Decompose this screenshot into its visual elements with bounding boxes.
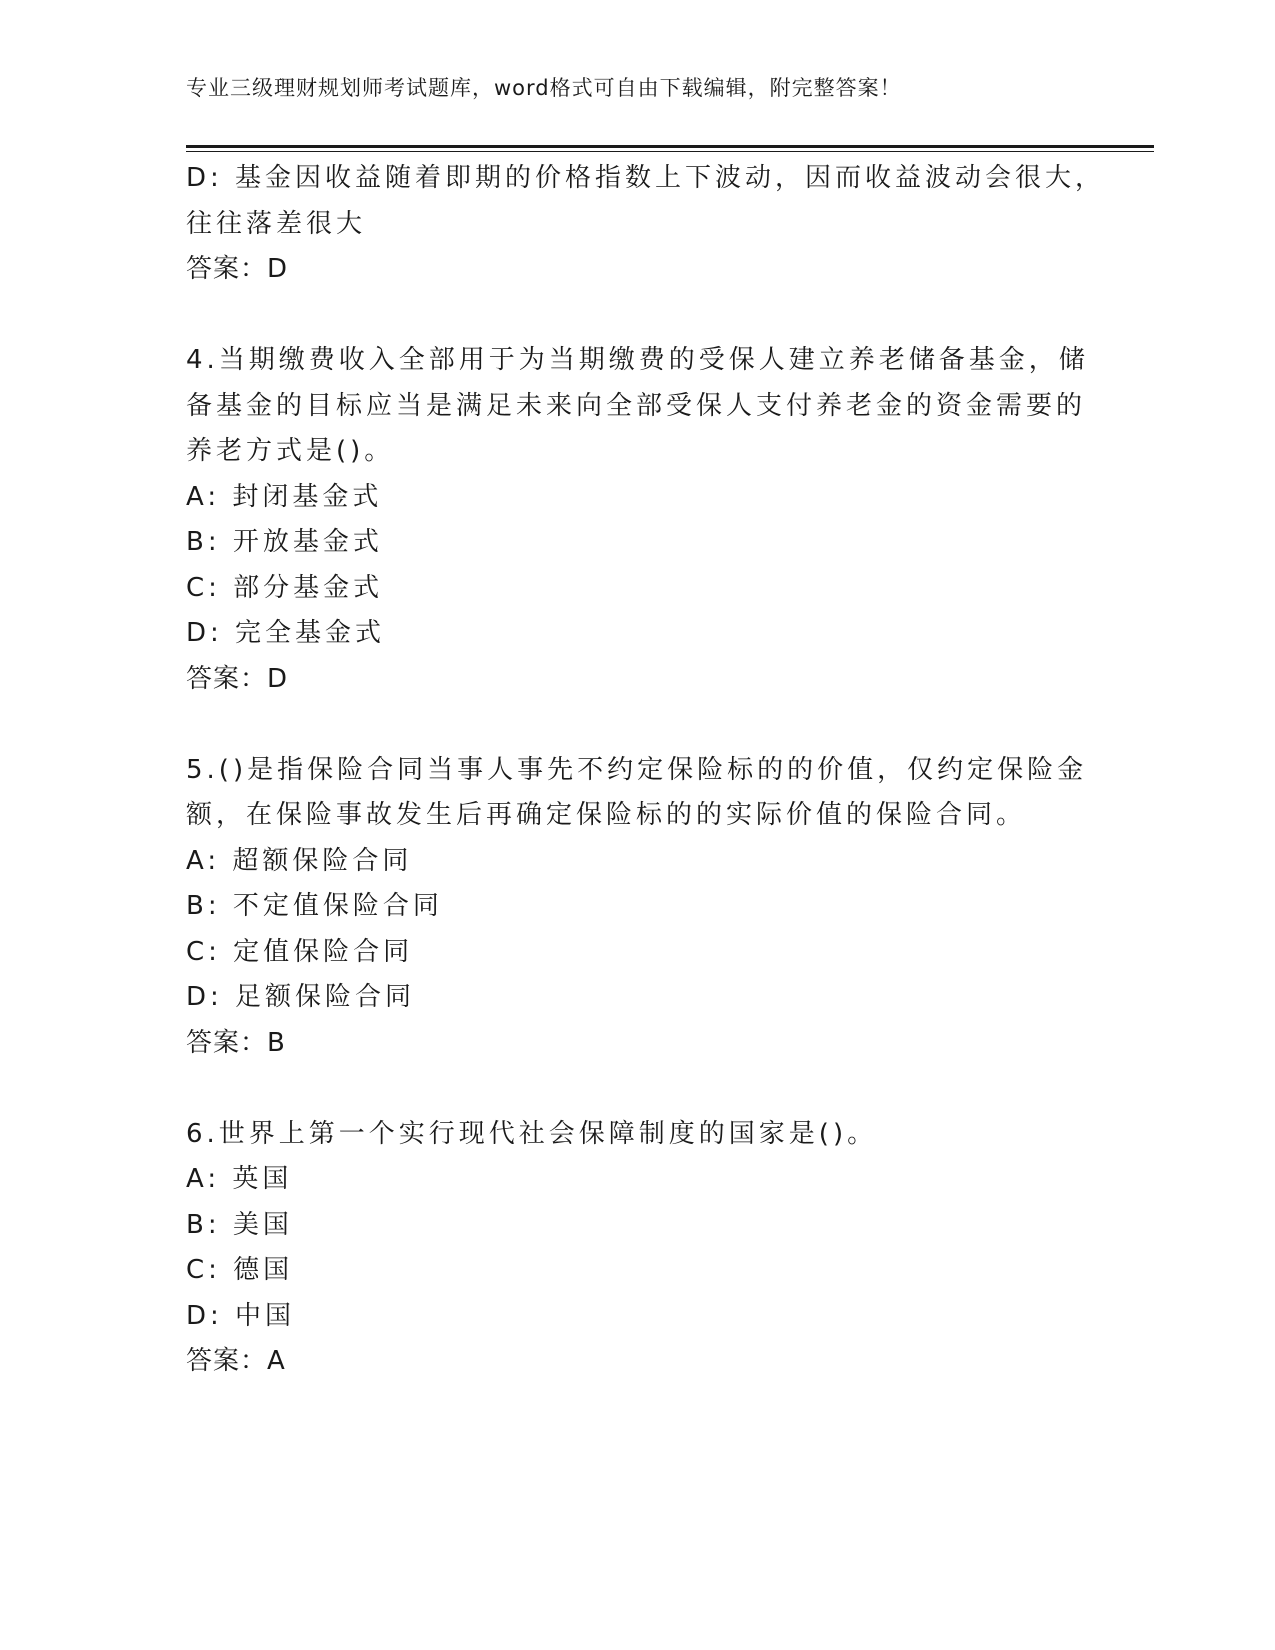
q6-answer: 答案：A xyxy=(186,1346,286,1376)
page-header: 专业三级理财规划师考试题库，word格式可自由下载编辑，附完整答案！ xyxy=(186,76,902,100)
q6-stem-line1: 6.世界上第一个实行现代社会保障制度的国家是()。 xyxy=(186,1118,878,1149)
question-content xyxy=(186,156,1106,1385)
q5-stem-line1: 5.()是指保险合同当事人事先不约定保险标的的价值，仅约定保险金 xyxy=(186,754,1088,785)
spacer xyxy=(186,702,1066,748)
q4-option-c: C: 部分基金式 xyxy=(186,572,384,603)
q5-option-a: A: 超额保险合同 xyxy=(186,845,413,876)
q6-option-b: B: 美国 xyxy=(186,1209,293,1240)
q4-option-b: B: 开放基金式 xyxy=(186,527,383,557)
prev-answer: 答案：D xyxy=(186,254,289,284)
q6-option-d: D: 中国 xyxy=(186,1300,296,1331)
q4-stem-line3: 养老方式是()。 xyxy=(186,436,395,466)
q4-answer: 答案：D xyxy=(186,663,289,694)
q5-option-d: D: 足额保险合同 xyxy=(186,982,416,1012)
prev-option-d-line1: D: 基金因收益随着即期的价格指数上下波动，因而收益波动会很大， xyxy=(186,163,1106,193)
q4-stem-line2: 备基金的目标应当是满足未来向全部受保人支付养老金的资金需要的 xyxy=(186,390,1087,421)
spacer xyxy=(186,1066,1066,1112)
q5-option-b: B: 不定值保险合同 xyxy=(186,891,443,921)
q6-option-c: C: 德国 xyxy=(186,1255,294,1285)
q5-answer: 答案：B xyxy=(186,1027,286,1058)
prev-option-d-line2: 往往落差很大 xyxy=(186,208,367,239)
q5-stem-line2: 额，在保险事故发生后再确定保险标的的实际价值的保险合同。 xyxy=(186,800,1027,830)
q5-option-c: C: 定值保险合同 xyxy=(186,936,414,967)
q4-stem-line1: 4.当期缴费收入全部用于为当期缴费的受保人建立养老储备基金，储 xyxy=(186,345,1089,375)
q4-option-d: D: 完全基金式 xyxy=(186,618,386,648)
spacer xyxy=(186,293,1066,339)
header-rule-thin xyxy=(186,151,1154,152)
header-rule-thick xyxy=(186,145,1154,148)
q6-option-a: A: 英国 xyxy=(186,1164,293,1194)
q4-option-a: A: 封闭基金式 xyxy=(186,481,383,512)
